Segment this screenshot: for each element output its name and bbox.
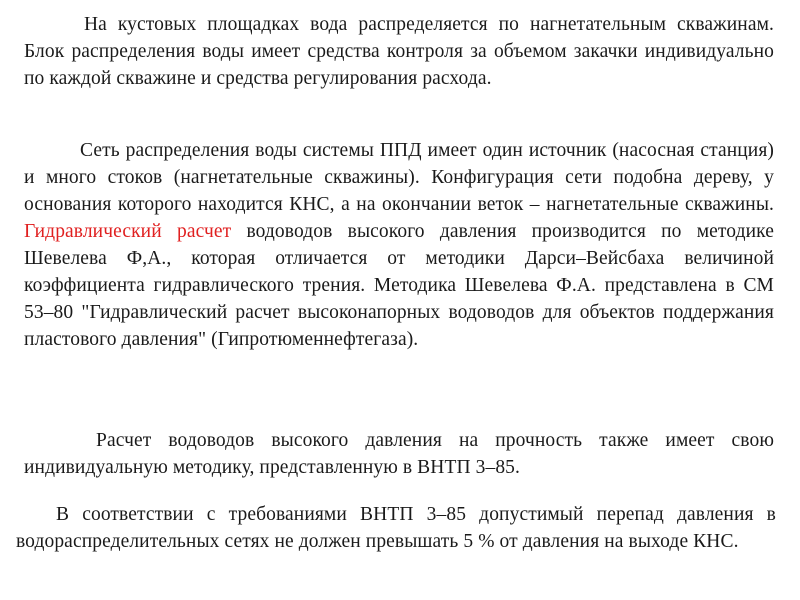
paragraph-ppd-network-text-start: Сеть распределения воды системы ППД имеет один источник (насосная станция) и много стоков (нагнетательные скважины). Конфигурация сети подобна дереву, у основания которого находится КНС, а на окончании веток – нагнетательные скважины. [24, 140, 774, 215]
paragraph-strength-calculation: Расчет водоводов высокого давления на прочность также имеет свою индивидуальную методику, представленную в ВНТП 3–85. [24, 430, 774, 478]
paragraph-ppd-network-text-end: водоводов высокого давления производится по методике Шевелева Ф,А., которая отличается от методики Дарси–Вейсбаха величиной коэффициента гидравлического трения. Методика Шевелева Ф.А. представлена в СМ 53–80 "Гидравлический расчет высоконапорных водоводов для объектов поддержания пластового давления" (Гипротюменнефтегаза). [24, 221, 774, 350]
hydraulic-calculation-highlight: Гидравлический расчет [24, 221, 232, 242]
paragraph-pressure-drop-requirement: В соответствии с требованиями ВНТП 3–85 допустимый перепад давления в водораспределительных сетях не должен превышать 5 % от давления на выходе КНС. [16, 504, 776, 552]
paragraph-water-distribution: На кустовых площадках вода распределяется по нагнетательным скважинам. Блок распределения воды имеет средства контроля за объемом закачки индивидуально по каждой скважине и средства регулирования расхода. [24, 14, 774, 89]
paragraph-ppd-network [24, 137, 774, 353]
